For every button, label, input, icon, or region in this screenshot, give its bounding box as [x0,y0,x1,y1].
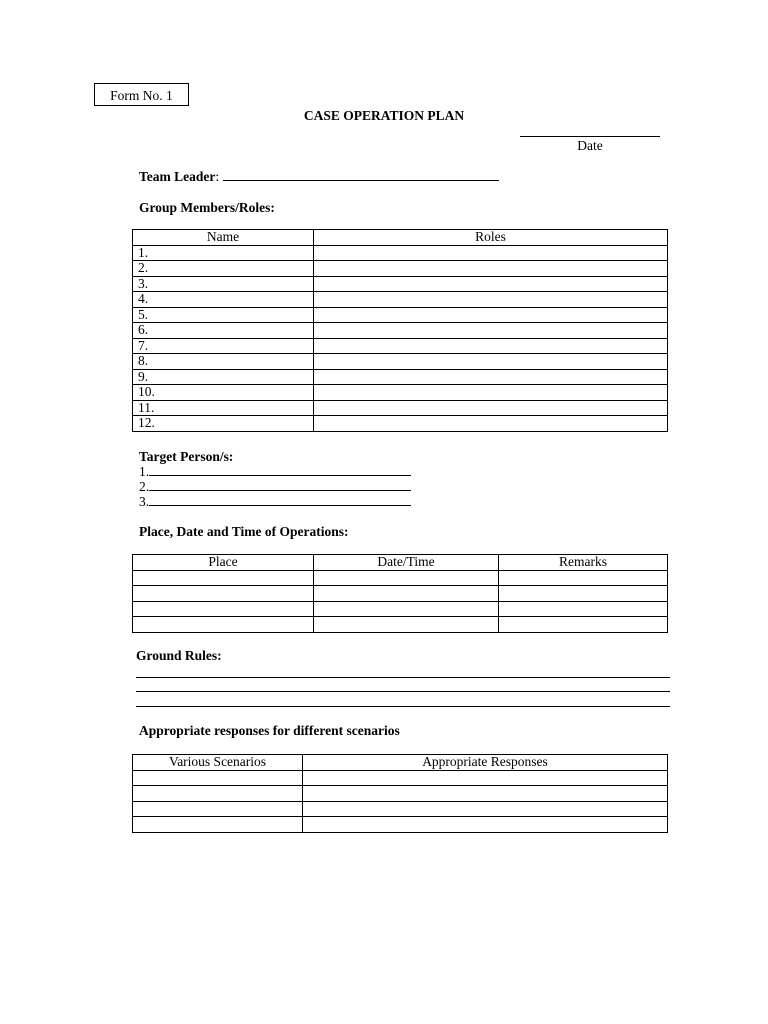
table-row [133,261,668,277]
target-item [139,494,411,509]
member-name-cell[interactable]: 4. [133,292,314,308]
operations-cell[interactable] [314,586,499,602]
scenarios-header-scenarios: Various Scenarios [133,755,303,771]
operations-table [132,554,668,633]
target-number: 3. [139,494,150,509]
operations-cell[interactable] [499,586,668,602]
ground-rules-line[interactable] [136,691,670,692]
member-role-cell[interactable] [314,245,668,261]
scenarios-cell[interactable] [303,817,668,833]
table-row [133,570,668,586]
members-header-roles: Roles [314,230,668,246]
team-leader-colon: : [215,169,220,184]
table-row [133,817,668,833]
table-row [133,307,668,323]
operations-cell[interactable] [499,617,668,633]
members-header-row [133,230,668,246]
table-row [133,385,668,401]
table-row [133,586,668,602]
form-number: Form No. 1 [110,88,173,103]
operations-header-place: Place [133,555,314,571]
member-role-cell[interactable] [314,385,668,401]
target-number: 2. [139,479,150,494]
operations-header-row [133,555,668,571]
member-name-cell[interactable]: 2. [133,261,314,277]
member-name-cell[interactable]: 10. [133,385,314,401]
member-role-cell[interactable] [314,276,668,292]
form-number-box [94,83,189,106]
group-members-heading: Group Members/Roles: [139,200,275,215]
members-table [132,229,668,432]
team-leader-blank[interactable] [223,169,499,181]
table-row [133,416,668,432]
scenarios-cell[interactable] [133,801,303,817]
operations-header-remarks: Remarks [499,555,668,571]
scenarios-cell[interactable] [303,801,668,817]
member-role-cell[interactable] [314,416,668,432]
member-role-cell[interactable] [314,354,668,370]
member-name-cell[interactable]: 11. [133,400,314,416]
table-row [133,369,668,385]
table-row [133,617,668,633]
table-row [133,400,668,416]
operations-cell[interactable] [499,601,668,617]
operations-cell[interactable] [314,617,499,633]
target-blank[interactable] [149,479,411,491]
table-row [133,338,668,354]
target-blank[interactable] [149,494,411,506]
target-number: 1. [139,464,150,479]
scenarios-cell[interactable] [133,786,303,802]
member-role-cell[interactable] [314,400,668,416]
scenarios-cell[interactable] [133,770,303,786]
scenarios-header-responses: Appropriate Responses [303,755,668,771]
target-item [139,479,411,494]
table-row [133,786,668,802]
table-row [133,801,668,817]
ground-rules-heading: Ground Rules: [136,648,222,663]
member-name-cell[interactable]: 7. [133,338,314,354]
scenarios-cell[interactable] [303,786,668,802]
member-role-cell[interactable] [314,307,668,323]
target-blank[interactable] [149,464,411,476]
ground-rules-line[interactable] [136,706,670,707]
table-row [133,601,668,617]
date-label: Date [577,138,603,153]
operations-cell[interactable] [133,601,314,617]
date-blank[interactable] [520,136,660,137]
operations-header-datetime: Date/Time [314,555,499,571]
operations-cell[interactable] [133,617,314,633]
member-role-cell[interactable] [314,338,668,354]
member-name-cell[interactable]: 5. [133,307,314,323]
scenarios-table [132,754,668,833]
member-name-cell[interactable]: 1. [133,245,314,261]
team-leader-label: Team Leader [139,169,216,184]
team-leader-row [139,169,499,185]
operations-heading: Place, Date and Time of Operations: [139,524,349,539]
table-row [133,276,668,292]
table-row [133,354,668,370]
operations-cell[interactable] [314,570,499,586]
scenarios-heading: Appropriate responses for different scenarios [139,723,400,738]
target-item [139,464,411,479]
member-name-cell[interactable]: 8. [133,354,314,370]
member-name-cell[interactable]: 6. [133,323,314,339]
operations-cell[interactable] [314,601,499,617]
scenarios-cell[interactable] [133,817,303,833]
member-role-cell[interactable] [314,323,668,339]
scenarios-cell[interactable] [303,770,668,786]
table-row [133,292,668,308]
target-heading: Target Person/s: [139,449,234,464]
scenarios-header-row [133,755,668,771]
target-list [139,464,411,509]
table-row [133,245,668,261]
member-role-cell[interactable] [314,292,668,308]
member-name-cell[interactable]: 12. [133,416,314,432]
operations-cell[interactable] [499,570,668,586]
member-role-cell[interactable] [314,369,668,385]
members-header-name: Name [133,230,314,246]
member-role-cell[interactable] [314,261,668,277]
table-row [133,770,668,786]
operations-cell[interactable] [133,586,314,602]
page-title: CASE OPERATION PLAN [303,108,465,123]
table-row [133,323,668,339]
member-name-cell[interactable]: 9. [133,369,314,385]
ground-rules-line[interactable] [136,677,670,678]
operations-cell[interactable] [133,570,314,586]
member-name-cell[interactable]: 3. [133,276,314,292]
